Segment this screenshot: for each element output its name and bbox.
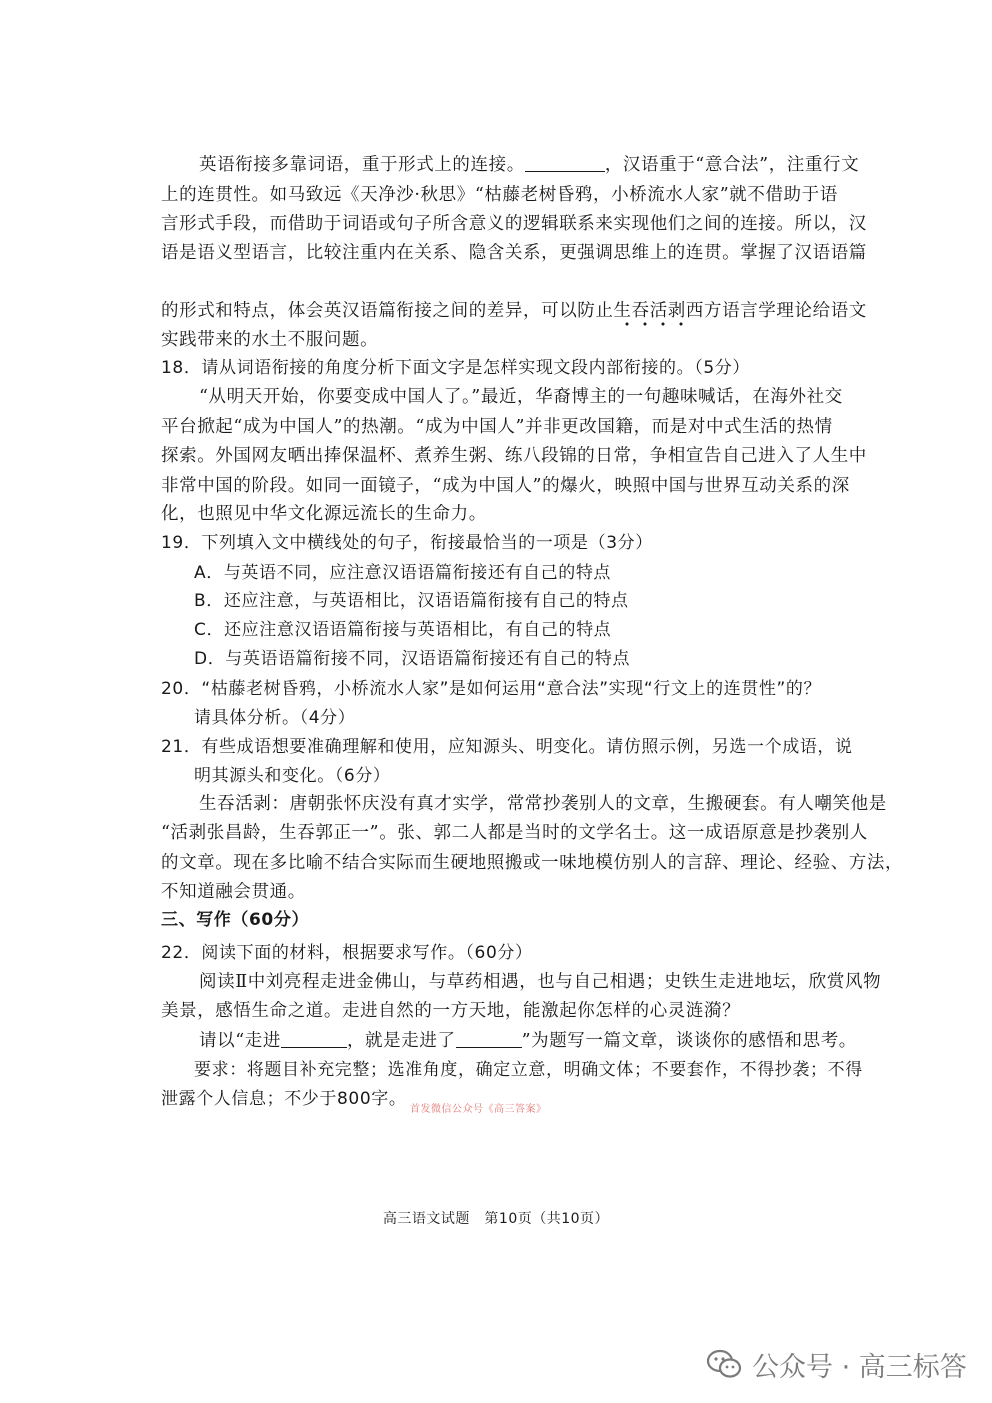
example-line-3: 的文章。现在多比喻不结合实际而生硬地照搬或一味地模仿别人的言辞、理论、经验、方法， [161, 853, 904, 873]
emphasis-dotted-text: 生吞活剥 [614, 301, 686, 327]
q18-text-line-2: 平台掀起“成为中国人”的热潮。“成为中国人”并非更改国籍，而是对中式生活的热情 [161, 417, 833, 437]
q18-text-line-4: 非常中国的阶段。如同一面镜子，“成为中国人”的爆火，映照中国与世界互动关系的深 [161, 476, 850, 496]
watermark [706, 1346, 967, 1382]
example-line-1: 生吞活剥：唐朝张怀庆没有真才实学，常常抄袭别人的文章，生搬硬套。有人嘲笑他是 [199, 794, 887, 814]
question-22-title: 22．阅读下面的材料，根据要求写作。（60分） [161, 943, 533, 963]
passage-line-4: 语是语义型语言，比较注重内在关系、隐含关系，更强调思维上的连贯。掌握了汉语语篇 [161, 243, 867, 263]
passage-line-1: 英语衔接多靠词语，重于形式上的连接。 ，汉语重于“意合法”，注重行文 [199, 155, 860, 175]
title-blank-1 [281, 1029, 347, 1048]
option-b: B．还应注意，与英语相比，汉语语篇衔接有自己的特点 [194, 591, 629, 611]
prompt-line: 请以“走进 ，就是走进了 ”为题写一篇文章，谈谈你的感悟和思考。 [199, 1031, 857, 1051]
requirement-line-1: 要求：将题目补充完整；选准角度，确定立意，明确文体；不要套作，不得抄袭；不得 [194, 1060, 863, 1080]
passage-line-2: 上的连贯性。如马致远《天净沙·秋思》“枯藤老树昏鸦，小桥流水人家”就不借助于语 [161, 185, 838, 205]
question-20-line-1: 20．“枯藤老树昏鸦，小桥流水人家”是如何运用“意合法”实现“行文上的连贯性”的？ [161, 679, 822, 699]
passage-line-3: 言形式手段，而借助于词语或句子所含意义的逻辑联系来实现他们之间的连接。所以，汉 [161, 214, 867, 234]
passage-blank [525, 153, 605, 172]
page-footer: 高三语文试题 第10页（共10页） [382, 1211, 610, 1227]
question-21-line-2: 明其源头和变化。（6分） [194, 766, 391, 786]
material-line-1: 阅读Ⅱ中刘亮程走进金佛山，与草药相遇，也与自己相遇；史铁生走进地坛，欣赏风物 [199, 972, 882, 992]
title-blank-2 [456, 1029, 522, 1048]
passage-line-5: 的形式和特点，体会英汉语篇衔接之间的差异，可以防止生吞活剥西方语言学理论给语文 [161, 299, 867, 323]
question-19-title: 19．下列填入文中横线处的句子，衔接最恰当的一项是（3分） [161, 533, 653, 553]
question-21-line-1: 21．有些成语想要准确理解和使用，应知源头、明变化。请仿照示例，另选一个成语，说 [161, 737, 853, 757]
requirement-line-2: 泄露个人信息；不少于800字。 [161, 1089, 407, 1109]
question-20-line-2: 请具体分析。（4分） [194, 708, 356, 728]
question-18-title: 18．请从词语衔接的角度分析下面文字是怎样实现文段内部衔接的。（5分） [161, 358, 750, 378]
watermark-text: 公众号 · 高三标答 [752, 1351, 967, 1383]
option-a: A．与英语不同，应注意汉语语篇衔接还有自己的特点 [194, 563, 612, 583]
section-heading: 三、写作（60分） [161, 910, 310, 930]
q18-text-line-3: 探索。外国网友晒出捧保温杯、煮养生粥、练八段锦的日常，争相宣告自己进入了人生中 [161, 446, 867, 466]
option-c: C．还应注意汉语语篇衔接与英语相比，有自己的特点 [194, 620, 612, 640]
q18-text-line-1: “从明天开始，你要变成中国人了。”最近，华裔博主的一句趣味喊话，在海外社交 [199, 387, 843, 407]
wechat-icon [706, 1349, 742, 1379]
source-stamp: 首发微信公众号《高三答案》 [410, 1104, 547, 1115]
example-line-2: “活剥张昌龄，生吞郭正一”。张、郭二人都是当时的文学名士。这一成语原意是抄袭别人 [161, 823, 868, 843]
material-line-2: 美景，感悟生命之道。走进自然的一方天地，能激起你怎样的心灵涟漪？ [161, 1001, 741, 1021]
q18-text-line-5: 化，也照见中华文化源远流长的生命力。 [161, 504, 487, 524]
passage-line-6: 实践带来的水土不服问题。 [161, 330, 379, 350]
example-line-4: 不知道融会贯通。 [161, 882, 306, 902]
option-d: D．与英语语篇衔接不同，汉语语篇衔接还有自己的特点 [194, 649, 631, 669]
